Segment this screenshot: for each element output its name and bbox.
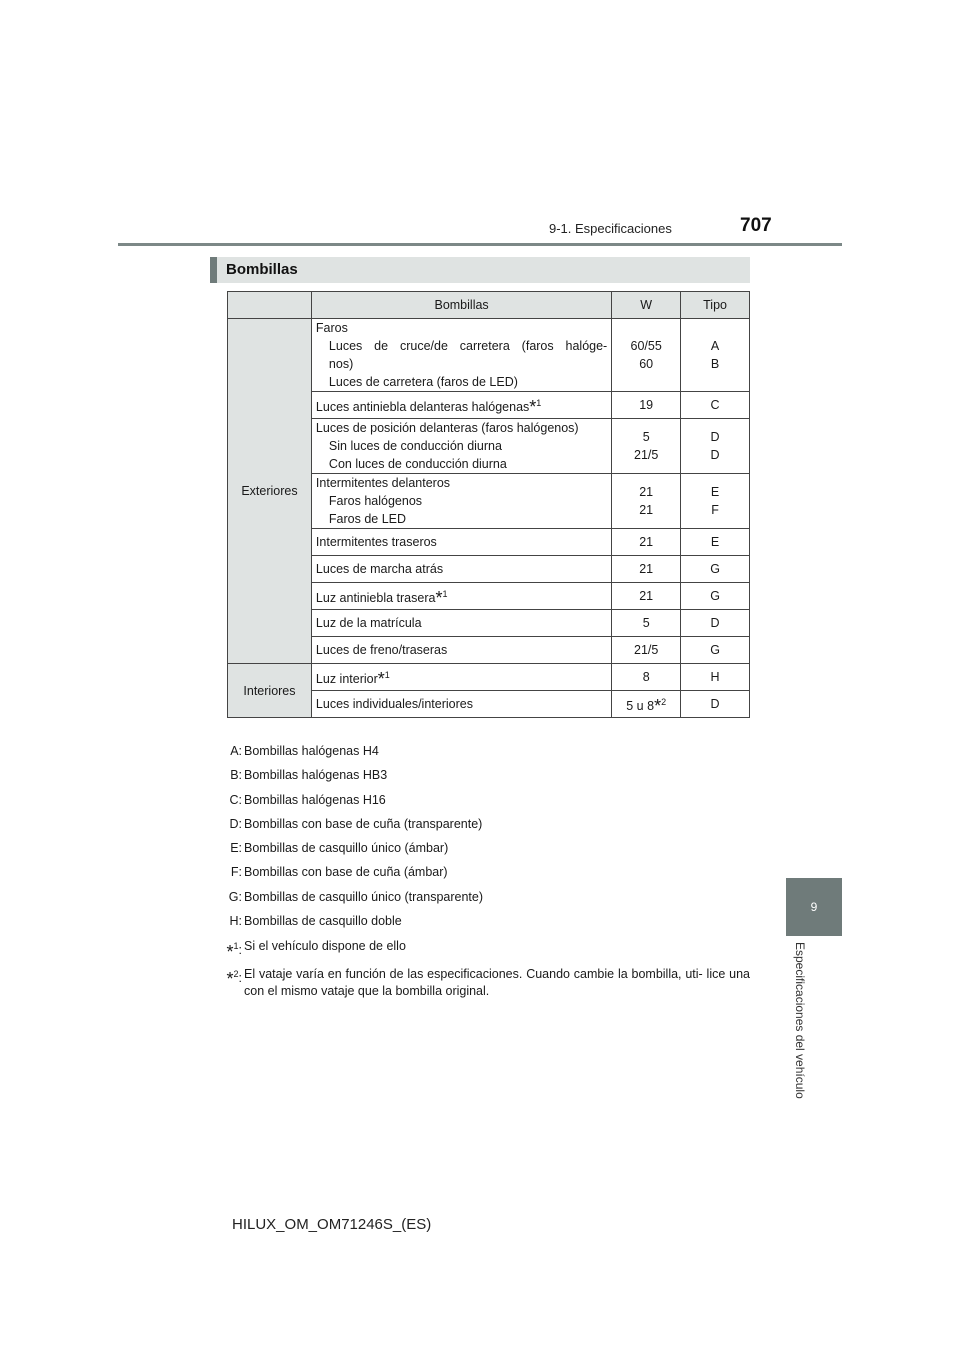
type-cell: D [681,691,750,718]
watts-value: 5 [642,430,650,444]
bulb-cell: Luces antiniebla delanteras halógenas*$^1$ [311,392,611,419]
type-cell [681,474,750,529]
type-value: D [710,430,720,444]
watts-cell: 21 [612,529,681,556]
watts-cell [612,474,681,529]
group-exterior: Exteriores [228,319,312,664]
table-header-row [228,292,750,319]
bulbs-table [227,291,750,718]
watts-cell: 21 [612,583,681,610]
bulb-cell [311,474,611,529]
legend-item: G: Bombillas de casquillo único (transparente) [228,889,484,904]
header-rule [118,243,842,246]
footnote: *$^1$: Si el vehículo dispone de ello [226,939,406,962]
section-heading: 9-1. Especificaciones [549,221,672,236]
bulb-line: Luces de cruce/de carretera (faros halóge- [328,339,608,353]
bulb-title: Luces de posición delanteras (faros halógenos) [315,421,579,435]
bulb-line: Sin luces de conducción diurna [328,439,502,453]
watts-cell [612,319,681,392]
table-row [228,664,750,691]
type-cell: E [681,529,750,556]
section-title: Bombillas [226,261,298,278]
legend-item: A: Bombillas halógenas H4 [230,744,379,758]
footnote: *$^2$: El vataje varía en función de las especificaciones. Cuando cambie la bombilla, uti- lice una con el mismo vataje que la bombilla original. [226,966,750,998]
legend-item: E: Bombillas de casquillo único (ámbar) [230,841,449,856]
watts-value: 21/5 [634,448,659,462]
chapter-number: 9 [810,900,818,914]
legend-item: D: Bombillas con base de cuña (transparente) [229,816,483,831]
section-title-bar [210,257,750,283]
bulb-line: Luces de carretera (faros de LED) [328,375,518,389]
type-cell [681,319,750,392]
bulb-title: Faros [315,321,348,335]
type-value: D [710,448,720,462]
bulb-cell: Luces individuales/interiores [311,691,611,718]
type-value: F [711,503,719,517]
type-cell: G [681,637,750,664]
bulb-cell: Luz antiniebla trasera*$^1$ [311,583,611,610]
type-cell: C [681,392,750,419]
legend-item: H: Bombillas de casquillo doble [229,914,402,929]
type-cell: H [681,664,750,691]
watts-cell: 5 [612,610,681,637]
type-value: A [710,339,720,353]
type-cell: G [681,556,750,583]
watts-cell: 19 [612,392,681,419]
bulb-title: Intermitentes delanteros [315,476,451,490]
header-group [228,292,312,319]
watts-value: 21 [639,485,654,499]
watts-value: 60 [639,357,654,371]
bulb-cell: Luces de freno/traseras [311,637,611,664]
header-watts: W [612,292,681,319]
bulb-cell: Luz de la matrícula [311,610,611,637]
bulb-line: Faros de LED [328,512,407,526]
watts-cell: 8 [612,664,681,691]
legend-item: C: Bombillas halógenas H16 [229,792,386,807]
type-cell [681,419,750,474]
bulb-cell: Luz interior*$^1$ [311,664,611,691]
watts-cell: 21 [612,556,681,583]
watts-value: 21 [639,503,654,517]
chapter-side-label [790,942,810,1122]
bulb-line: Con luces de conducción diurna [328,457,507,471]
bulb-cell [311,419,611,474]
chapter-tab [786,878,842,936]
legend-item: F: Bombillas con base de cuña (ámbar) [230,865,448,880]
bulb-line: Faros halógenos [328,494,423,508]
bulb-cell [311,319,611,392]
chapter-title: Especificaciones del vehículo [793,942,807,1099]
type-cell: G [681,583,750,610]
type-value: B [710,357,720,371]
bulb-cell: Luces de marcha atrás [311,556,611,583]
document-code: HILUX_OM_OM71246S_(ES) [232,1216,432,1233]
legend-notes [214,744,750,1000]
watts-cell [612,419,681,474]
watts-cell: 5 u 8*$^2$ [612,691,681,718]
type-value: E [710,485,720,499]
bulb-line: nos) [328,357,354,371]
header-bulbs: Bombillas [311,292,611,319]
page-number: 707 [740,215,772,236]
legend-item: B: Bombillas halógenas HB3 [230,768,388,783]
watts-value: 60/55 [630,339,662,353]
group-interior: Interiores [228,664,312,718]
section-title-marker [210,257,217,283]
header-type: Tipo [681,292,750,319]
watts-cell: 21/5 [612,637,681,664]
table-row [228,319,750,392]
bulb-cell: Intermitentes traseros [311,529,611,556]
type-cell: D [681,610,750,637]
